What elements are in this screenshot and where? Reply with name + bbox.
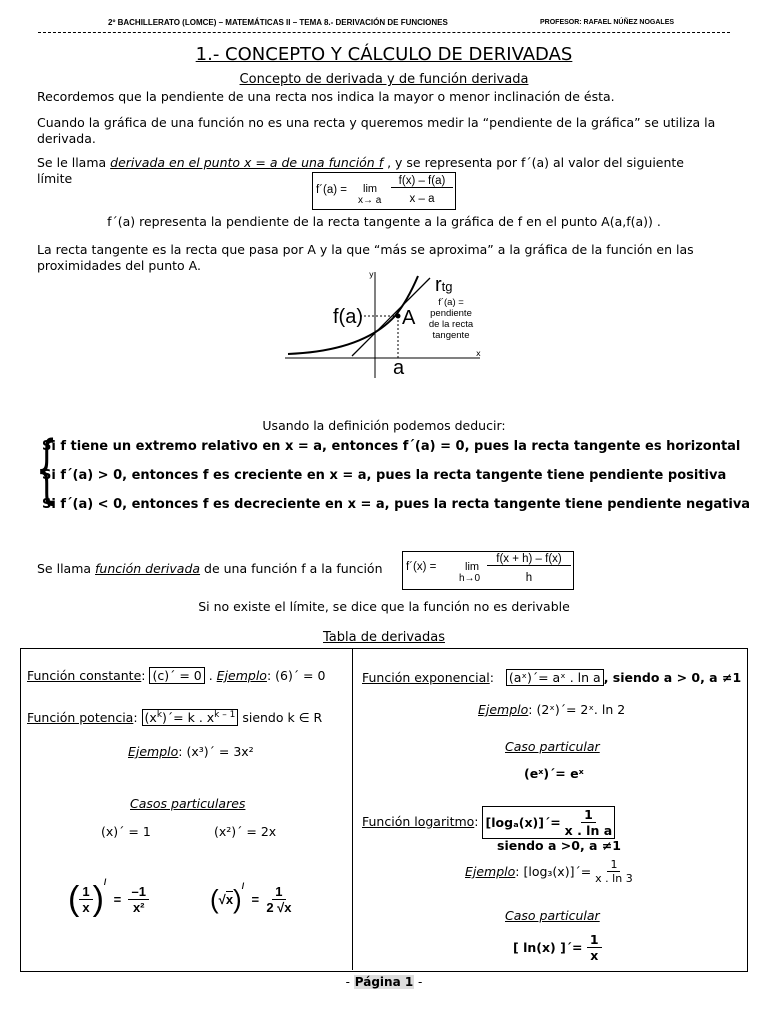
reciprocal-frac bbox=[79, 884, 92, 915]
teacher-header: PROFESOR: RAFAEL NÚÑEZ NOGALES bbox=[540, 19, 675, 26]
formula2-lim: lim bbox=[465, 561, 480, 573]
case-decreasing: Si f´(a) < 0, entonces f es decreciente en x = a, pues la recta tangente tiene pendiente negativa bbox=[42, 497, 751, 512]
slope-note-1: f´(a) = bbox=[438, 297, 464, 308]
power-rule-b: )´= k . x bbox=[162, 710, 215, 726]
paragraph-derivative-function bbox=[37, 561, 717, 577]
logarithm-row: Función logaritmo: [logₐ(x)]´= $\frac{1}{\text{x . ln a}}$ bbox=[362, 806, 615, 839]
sqrt-inner: x bbox=[225, 892, 234, 908]
paragraph-tangent-line: La recta tangente es la recta que pasa por A y la que “más se aproxima” a la gráfica de la función en las proximidades del punto A. bbox=[37, 242, 694, 273]
tangent-line bbox=[352, 278, 430, 356]
power-example-label: Ejemplo bbox=[128, 744, 179, 759]
a-label: a bbox=[393, 357, 405, 379]
paragraph-deduce: Usando la definición podemos deducir: bbox=[262, 418, 506, 433]
y-axis-label: y bbox=[369, 270, 374, 279]
table-divider bbox=[352, 648, 353, 970]
power-example-text: : (x³)´ = 3x² bbox=[178, 744, 254, 759]
logarithm-example-frac bbox=[595, 858, 633, 885]
ln-particular bbox=[513, 932, 602, 963]
header-divider bbox=[38, 32, 730, 33]
derivative-at-point-formula bbox=[312, 172, 456, 210]
constant-rule: (c)´ = 0 bbox=[149, 667, 204, 684]
case-sqrt: (√x)/ = $\frac{1}{2 √x}$ bbox=[210, 881, 292, 916]
slope-note-3: de la recta bbox=[428, 319, 474, 330]
logarithm-example bbox=[465, 858, 633, 885]
logarithm-example-lhs: : [log₃(x)]´= bbox=[515, 864, 592, 879]
formula2-lhs: f´(x) = bbox=[406, 561, 437, 573]
ln-lhs: [ ln(x) ]´= bbox=[513, 940, 583, 955]
definition-pre: Se le llama bbox=[37, 155, 111, 170]
sqrt-result-num: 1 bbox=[272, 884, 285, 900]
page-title: 1.- CONCEPTO Y CÁLCULO DE DERIVADAS bbox=[195, 44, 573, 65]
ln-particular-label: Caso particular bbox=[505, 908, 600, 923]
course-header: 2º BACHILLERATO (LOMCE) – MATEMÁTICAS II – TEMA 8.- DERIVACIÓN DE FUNCIONES bbox=[108, 18, 448, 27]
exponential-rule: (aˣ)´= aˣ . ln a bbox=[506, 669, 604, 686]
ln-den: x bbox=[590, 948, 599, 963]
logarithm-example-label: Ejemplo bbox=[465, 864, 516, 879]
exp-particular: (eˣ)´= eˣ bbox=[524, 766, 584, 781]
definition-term: derivada en el punto x = a de una función f bbox=[110, 155, 384, 170]
exponential-example bbox=[478, 702, 625, 717]
ln-frac bbox=[587, 932, 602, 963]
formula2-lim-sub: h→0 bbox=[459, 573, 481, 584]
formula2-denominator: h bbox=[525, 572, 533, 584]
sqrt-result bbox=[266, 884, 291, 915]
logarithm-rule-lhs: [logₐ(x)]´= bbox=[485, 815, 561, 830]
page-number: Página 1 bbox=[354, 975, 414, 989]
formula1-denominator: x – a bbox=[409, 193, 435, 205]
power-example bbox=[128, 744, 254, 759]
paragraph-tangent-slope: f´(a) representa la pendiente de la recta tangente a la gráfica de f en el punto A(a,f(a)) . bbox=[107, 214, 661, 229]
logarithm-example-den: x . ln 3 bbox=[595, 872, 633, 885]
logarithm-rule-den: x . ln a bbox=[564, 823, 613, 838]
fa-label: f(a) bbox=[333, 306, 363, 328]
power-condition: siendo k ∈ R bbox=[242, 710, 323, 726]
derivfn-pre: Se llama bbox=[37, 561, 96, 576]
reciprocal-num: 1 bbox=[79, 884, 92, 900]
slope-note-4: tangente bbox=[432, 330, 470, 341]
reciprocal-result-den: x² bbox=[132, 900, 145, 916]
section-subtitle: Concepto de derivada y de función derivada bbox=[239, 72, 529, 87]
x-axis-label: x bbox=[476, 349, 481, 358]
derivative-function-formula bbox=[402, 551, 574, 590]
tangent-label bbox=[435, 274, 453, 297]
power-label: Función potencia bbox=[27, 710, 134, 726]
page-footer bbox=[0, 975, 768, 989]
reciprocal-den: x bbox=[82, 900, 90, 916]
case-extremum: Si f tiene un extremo relativo en x = a, entonces f´(a) = 0, pues la recta tangente es horizontal bbox=[42, 439, 741, 454]
power-row: Función potencia: $(x^k)´= k$ . $x^{k - 1}$ siendo k ∈ R bbox=[27, 710, 323, 726]
formula1-lhs: f´(a) = bbox=[316, 184, 347, 196]
exponential-condition: , siendo a > 0, a ≠1 bbox=[603, 670, 742, 685]
cases-brace: { bbox=[36, 426, 58, 512]
case-reciprocal: ( $\frac{1}{x}$ )/ = $\frac{-1}{\text{x²}}$ bbox=[68, 877, 149, 919]
reciprocal-result-num: –1 bbox=[128, 884, 148, 900]
formula2-numerator: f(x + h) – f(x) bbox=[487, 553, 571, 566]
logarithm-rule-frac bbox=[565, 807, 613, 838]
power-rule-exp: k – 1 bbox=[214, 710, 236, 720]
logarithm-example-num: 1 bbox=[607, 858, 620, 872]
exponential-row: Función exponencial: (aˣ)´= aˣ . ln a , siendo a > 0, a ≠1 bbox=[362, 670, 742, 685]
derivfn-post: de una función f a la función bbox=[200, 561, 383, 576]
footer-post: - bbox=[414, 975, 423, 989]
constant-example: : (6)´ = 0 bbox=[266, 668, 326, 683]
power-rule-k: k bbox=[156, 710, 163, 720]
tangent-label-sub: tg bbox=[441, 279, 453, 294]
formula1-lim-sub: x→ a bbox=[358, 195, 382, 206]
case-increasing: Si f´(a) > 0, entonces f es creciente en x = a, pues la recta tangente tiene pendiente positiva bbox=[42, 468, 727, 483]
footer-pre: - bbox=[345, 975, 354, 989]
cases-list bbox=[42, 432, 750, 519]
formula1-numerator: f(x) – f(a) bbox=[391, 175, 453, 188]
point-a bbox=[396, 314, 401, 319]
sqrt-result-den: 2 √x bbox=[266, 900, 292, 916]
logarithm-rule bbox=[482, 806, 615, 839]
power-rule-a: (x bbox=[144, 710, 157, 726]
slope-note-2: pendiente bbox=[430, 308, 472, 319]
constant-label: Función constante bbox=[27, 668, 142, 683]
table-title: Tabla de derivadas bbox=[323, 630, 445, 645]
paragraph-not-derivable: Si no existe el límite, se dice que la función no es derivable bbox=[198, 599, 570, 614]
point-a-label: A bbox=[402, 307, 416, 329]
exponential-label: Función exponencial bbox=[362, 670, 490, 685]
ln-num: 1 bbox=[587, 932, 602, 948]
logarithm-rule-num: 1 bbox=[581, 807, 596, 823]
paragraph-graph-slope: Cuando la gráfica de una función no es una recta y queremos medir la “pendiente de la gráfica” se utiliza la derivada. bbox=[37, 115, 716, 146]
particular-cases-label: Casos particulares bbox=[130, 796, 246, 811]
definition-post: , y se representa por f´(a) al valor del siguiente límite bbox=[37, 155, 685, 186]
reciprocal-result bbox=[128, 884, 148, 915]
logarithm-label: Función logaritmo bbox=[362, 814, 475, 829]
derivfn-term: función derivada bbox=[95, 561, 201, 576]
case-x-squared: (x²)´ = 2x bbox=[214, 824, 277, 839]
exp-particular-label: Caso particular bbox=[505, 739, 600, 754]
formula1-lim: lim bbox=[363, 183, 378, 195]
paragraph-slope: Recordemos que la pendiente de una recta nos indica la mayor o menor inclinación de ésta. bbox=[37, 89, 615, 104]
exponential-example-label: Ejemplo bbox=[478, 702, 529, 717]
case-x: (x)´ = 1 bbox=[101, 824, 151, 839]
exponential-example-text: : (2ˣ)´= 2ˣ. ln 2 bbox=[528, 702, 626, 717]
constant-row: Función constante: (c)´ = 0 . Ejemplo: (6)´ = 0 bbox=[27, 668, 326, 683]
logarithm-condition: siendo a >0, a ≠1 bbox=[497, 838, 622, 853]
constant-example-label: Ejemplo bbox=[216, 668, 267, 683]
tangent-label-r: r bbox=[435, 274, 442, 296]
power-rule bbox=[142, 709, 239, 726]
slope-note bbox=[420, 297, 482, 341]
